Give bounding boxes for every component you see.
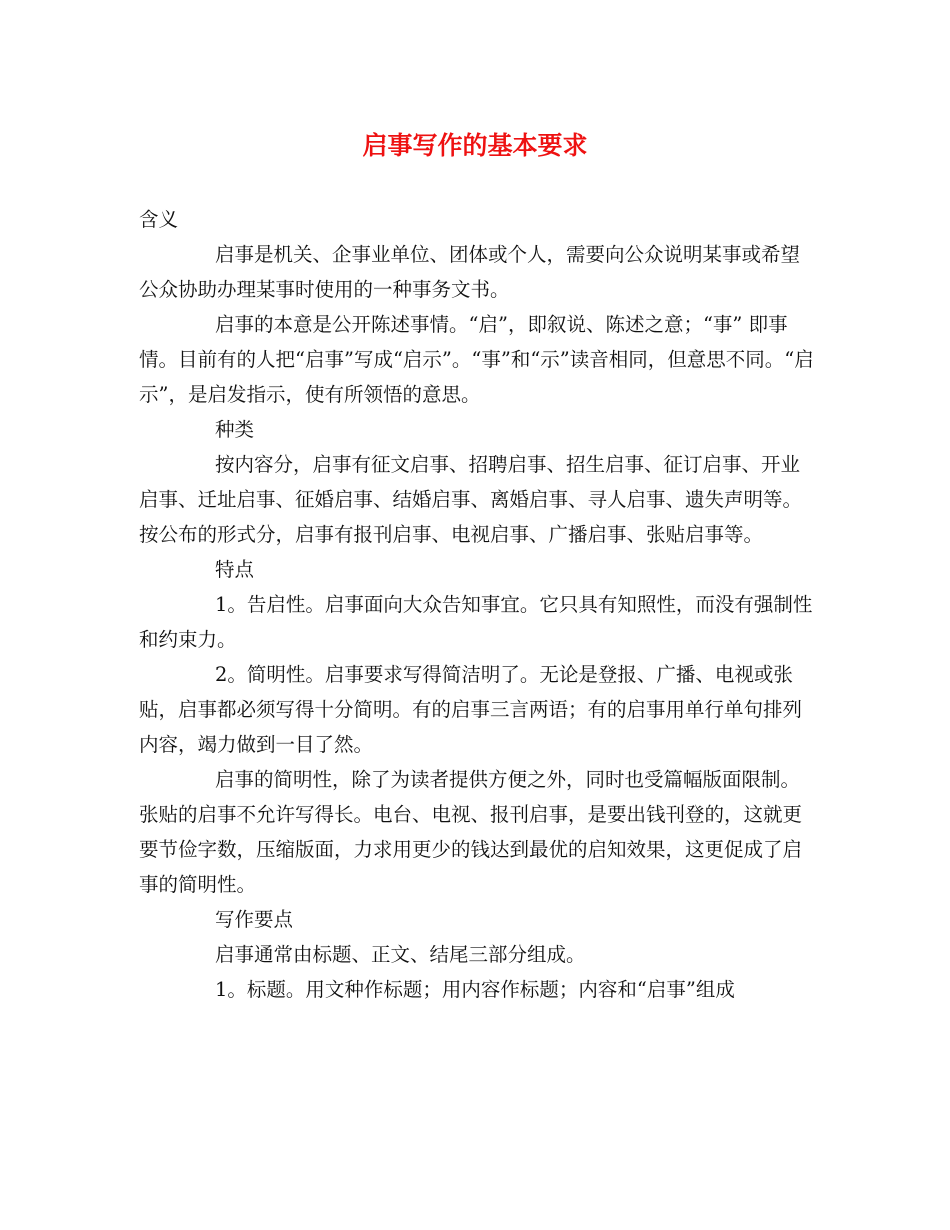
paragraph: 写作要点 bbox=[215, 908, 294, 931]
paragraph: 特点 bbox=[215, 558, 255, 581]
paragraph: 启事通常由标题、正文、结尾三部分组成。 bbox=[215, 943, 586, 966]
paragraph: 1。标题。用文种作标题；用内容作标题；内容和“启事”组成 bbox=[215, 978, 735, 1001]
document-title: 启事写作的基本要求 bbox=[362, 131, 588, 160]
document-body bbox=[139, 202, 819, 1007]
paragraph: 2。简明性。启事要求写得简洁明了。无论是登报、广播、电视或张贴，启事都必须写得十分简明。有的启事三言两语；有的启事用单行单句排列内容，竭力做到一目了然。 bbox=[139, 663, 803, 756]
paragraph: 1。告启性。启事面向大众告知事宜。它只具有知照性，而没有强制性和约束力。 bbox=[139, 593, 813, 651]
paragraph: 启事的本意是公开陈述事情。“启”，即叙说、陈述之意；“事” 即事情。目前有的人把“启事”写成“启示”。“事”和“示”读音相同，但意思不同。“启示”，是启发指示，使有所领悟的意思。 bbox=[139, 313, 814, 406]
paragraph: 含义 bbox=[139, 208, 179, 231]
paragraph: 启事是机关、企事业单位、团体或个人，需要向公众说明某事或希望公众协助办理某事时使用的一种事务文书。 bbox=[139, 243, 801, 301]
paragraph: 启事的简明性，除了为读者提供方便之外，同时也受篇幅版面限制。张贴的启事不允许写得长。电台、电视、报刊启事，是要出钱刊登的，这就更要节俭字数，压缩版面，力求用更少的钱达到最优的启知效果，这更促成了启事的简明性。 bbox=[139, 768, 803, 896]
paragraph: 种类 bbox=[215, 418, 255, 441]
paragraph: 按内容分，启事有征文启事、招聘启事、招生启事、征订启事、开业启事、迁址启事、征婚启事、结婚启事、离婚启事、寻人启事、遗失声明等。按公布的形式分，启事有报刊启事、电视启事、广播启事、张贴启事等。 bbox=[139, 453, 803, 546]
